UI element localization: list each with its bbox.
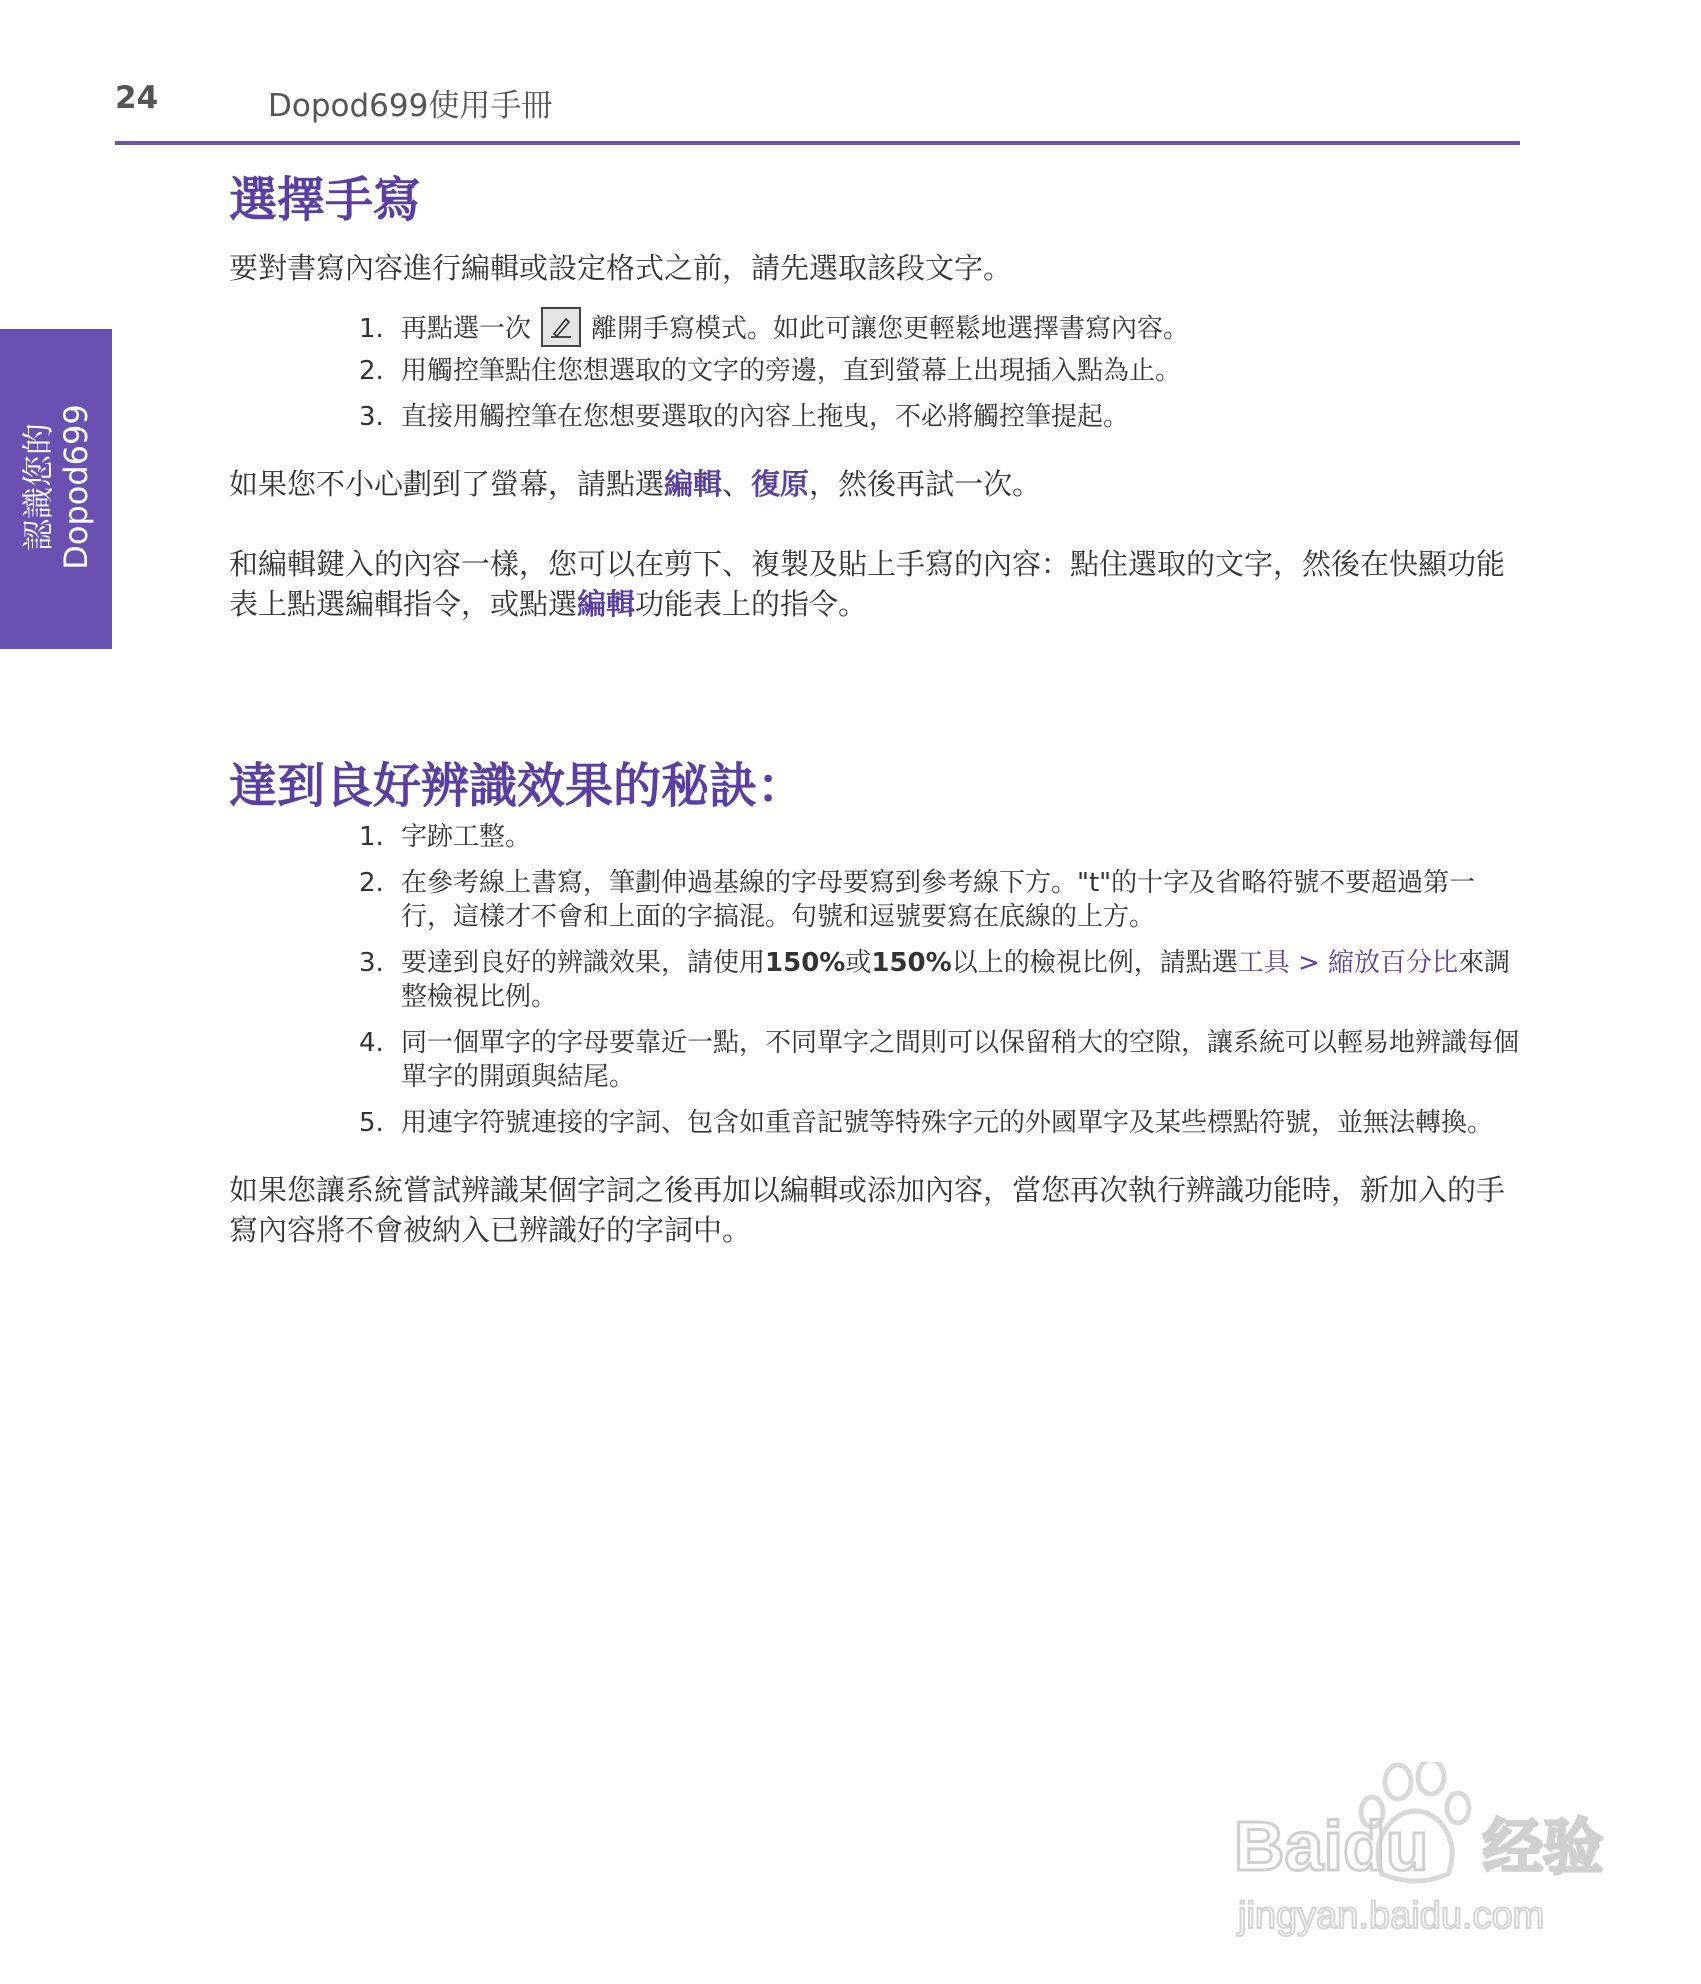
tip-text: 要達到良好的辨識效果，請使用 (401, 948, 766, 978)
watermark-url: jingyan.baidu.com (1238, 1895, 1545, 1937)
tip-text: 用連字符號連接的字詞、包含如重音記號等特殊字元的外國單字及某些標點符號，並無法轉換。 (401, 1108, 1494, 1138)
selection-steps (229, 306, 1522, 434)
undo-menu-ref: 復原 (751, 467, 810, 501)
list-item (229, 306, 1522, 352)
step-text: 用觸控筆點住您想選取的文字的旁邊，直到螢幕上出現插入點為止。 (401, 356, 1182, 386)
list-number: 3. (359, 402, 384, 432)
list-number: 2. (359, 356, 384, 386)
list-item (229, 820, 1522, 854)
list-number: 3. (359, 948, 384, 978)
manual-title: Dopod699使用手冊 (268, 88, 553, 124)
watermark-brand-cn: 经验 (1483, 1814, 1603, 1881)
final-paragraph: 如果您讓系統嘗試辨識某個字詞之後再加以編輯或添加內容，當您再次執行辨識功能時，新加入的手寫內容將不會被納入已辨識好的字詞中。 (229, 1173, 1506, 1247)
section1-intro: 要對書寫內容進行編輯或設定格式之前，請先選取該段文字。 (229, 251, 1013, 285)
chapter-tab-label (19, 404, 95, 570)
section-title-recognition-tips: 達到良好辨識效果的秘訣： (229, 758, 806, 814)
list-number: 4. (359, 1028, 384, 1058)
zoom-value: 150% (871, 948, 952, 978)
step-text: 直接用觸控筆在您想要選取的內容上拖曳，不必將觸控筆提起。 (401, 402, 1130, 432)
tips-list (229, 820, 1522, 1140)
watermark-brand: Baidu (1234, 1807, 1429, 1885)
edit-paragraph (229, 544, 1522, 624)
list-number: 2. (359, 868, 384, 898)
edit-text: 和編輯鍵入的內容一樣，您可以在剪下、複製及貼上手寫的內容：點住選取的文字，然後在快顯功能表上點選編輯指令，或點選 (229, 547, 1506, 621)
list-number: 5. (359, 1108, 384, 1138)
list-item (229, 1106, 1522, 1140)
zoom-value: 150% (765, 948, 846, 978)
zoom-menu-ref: 工具 > 縮放百分比 (1237, 948, 1459, 978)
page-number: 24 (115, 80, 159, 116)
page-content (229, 168, 1522, 1250)
tip-text: 同一個單字的字母要靠近一點，不同單字之間則可以保留稍大的空隙，讓系統可以輕易地辨識每個單字的開頭與結尾。 (401, 1028, 1520, 1092)
list-number: 1. (359, 314, 384, 344)
section-title-select-handwriting: 選擇手寫 (229, 172, 422, 228)
undo-separator: 、 (722, 467, 752, 501)
list-item (229, 1026, 1522, 1094)
tip-text: 來調整檢視比例。 (401, 948, 1511, 1012)
chapter-tab-line1: 認識您的 (19, 423, 57, 552)
tip-text: 在參考線上書寫，筆劃伸過基線的字母要寫到參考線下方。"t"的十字及省略符號不要超過第一行，這樣才不會和上面的字搞混。句號和逗號要寫在底線的上方。 (401, 868, 1476, 932)
baidu-jingyan-watermark (1228, 1762, 1638, 1962)
list-item (229, 400, 1522, 434)
chapter-tab-line2: Dopod699 (57, 404, 95, 570)
step-text-after: 離開手寫模式。如此可讓您更輕鬆地選擇書寫內容。 (591, 314, 1190, 344)
chapter-side-tab (0, 329, 112, 649)
list-item (229, 354, 1522, 388)
page-header (115, 80, 1515, 124)
edit-menu-ref: 編輯 (577, 587, 636, 621)
edit-text-after: 功能表上的指令。 (635, 587, 868, 621)
header-divider (115, 141, 1520, 145)
list-number: 1. (359, 822, 384, 852)
list-item (229, 866, 1522, 934)
edit-menu-ref: 編輯 (664, 467, 723, 501)
undo-text: 如果您不小心劃到了螢幕，請點選 (229, 467, 665, 501)
tip-text: 或 (845, 948, 872, 978)
undo-paragraph (229, 464, 1522, 504)
tip-text: 以上的檢視比例，請點選 (951, 948, 1238, 978)
step-text: 再點選一次 (401, 314, 532, 344)
undo-text-after: ，然後再試一次。 (809, 467, 1042, 501)
baidu-paw-logo (1228, 1762, 1638, 1962)
list-item (229, 946, 1522, 1014)
pen-icon[interactable] (541, 307, 581, 347)
tip-text: 字跡工整。 (401, 822, 532, 852)
